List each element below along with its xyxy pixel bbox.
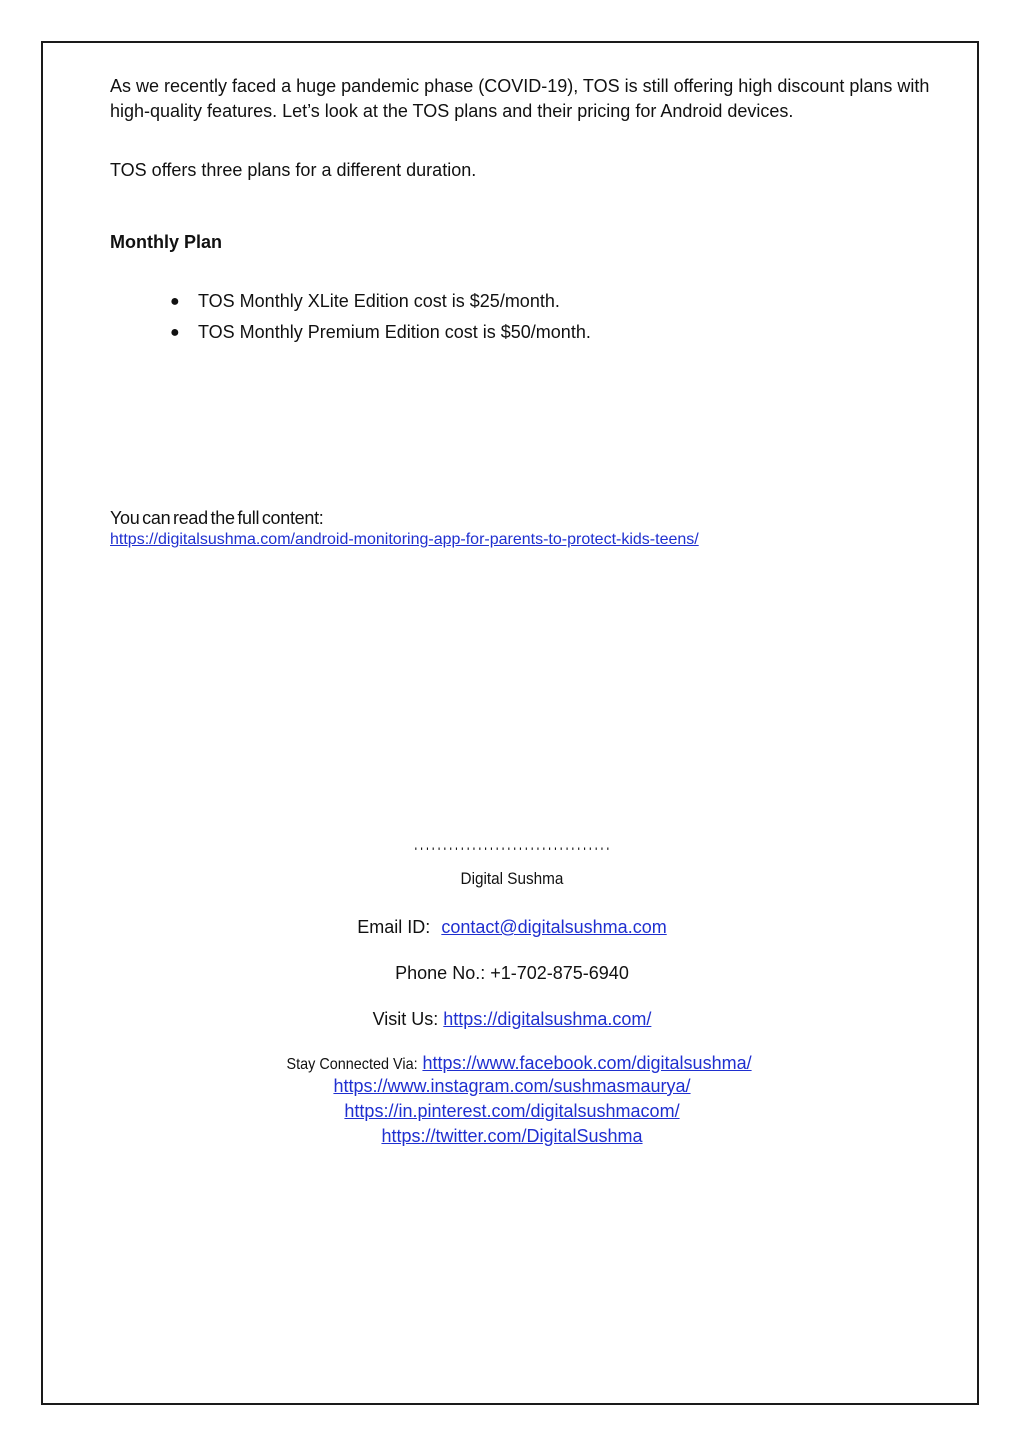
bullet-icon: ● <box>170 293 180 310</box>
email-row <box>0 915 1024 939</box>
facebook-link[interactable]: https://www.facebook.com/digitalsushma/ <box>422 1053 752 1073</box>
brand-name: Digital Sushma <box>460 869 564 888</box>
article-link[interactable]: https://digitalsushma.com/android-monitoring-app-for-parents-to-protect-kids-teens/ <box>110 531 699 548</box>
email-label: Email ID: <box>357 917 431 937</box>
bullet-icon: ● <box>170 324 180 341</box>
plans-intro-paragraph: TOS offers three plans for a different duration. <box>110 160 477 180</box>
email-link[interactable]: contact@digitalsushma.com <box>441 917 667 937</box>
plan-item-text: TOS Monthly Premium Edition cost is $50/month. <box>198 322 591 342</box>
phone-number: +1-702-875-6940 <box>490 963 629 983</box>
list-item <box>110 286 591 317</box>
social-label: Stay Connected Via: <box>286 1056 418 1073</box>
read-more-block <box>110 506 699 550</box>
phone-label: Phone No.: <box>395 963 486 983</box>
read-more-label: You can read the full content: <box>110 508 324 528</box>
website-link[interactable]: https://digitalsushma.com/ <box>443 1009 652 1029</box>
social-first-row <box>0 1053 1024 1074</box>
footer-divider: '''''''''''''''''''''''''''''''''' <box>413 847 611 857</box>
contact-footer <box>0 846 1024 1149</box>
website-row <box>0 1007 1024 1031</box>
intro-paragraph: As we recently faced a huge pandemic phase (COVID-19), TOS is still offering high discount plans with high-quality features. Let’s look at the TOS plans and their pricing for Android devices. <box>110 76 930 121</box>
website-label: Visit Us: <box>372 1009 439 1029</box>
social-links <box>0 1053 1024 1149</box>
monthly-plan-list <box>110 286 591 348</box>
pinterest-link[interactable]: https://in.pinterest.com/digitalsushmacom/ <box>344 1101 680 1121</box>
monthly-plan-heading: Monthly Plan <box>110 232 222 252</box>
twitter-link[interactable]: https://twitter.com/DigitalSushma <box>381 1126 643 1146</box>
plan-item-text: TOS Monthly XLite Edition cost is $25/month. <box>198 291 560 311</box>
list-item <box>110 317 591 348</box>
instagram-link[interactable]: https://www.instagram.com/sushmasmaurya/ <box>333 1076 691 1096</box>
phone-row <box>0 961 1024 985</box>
